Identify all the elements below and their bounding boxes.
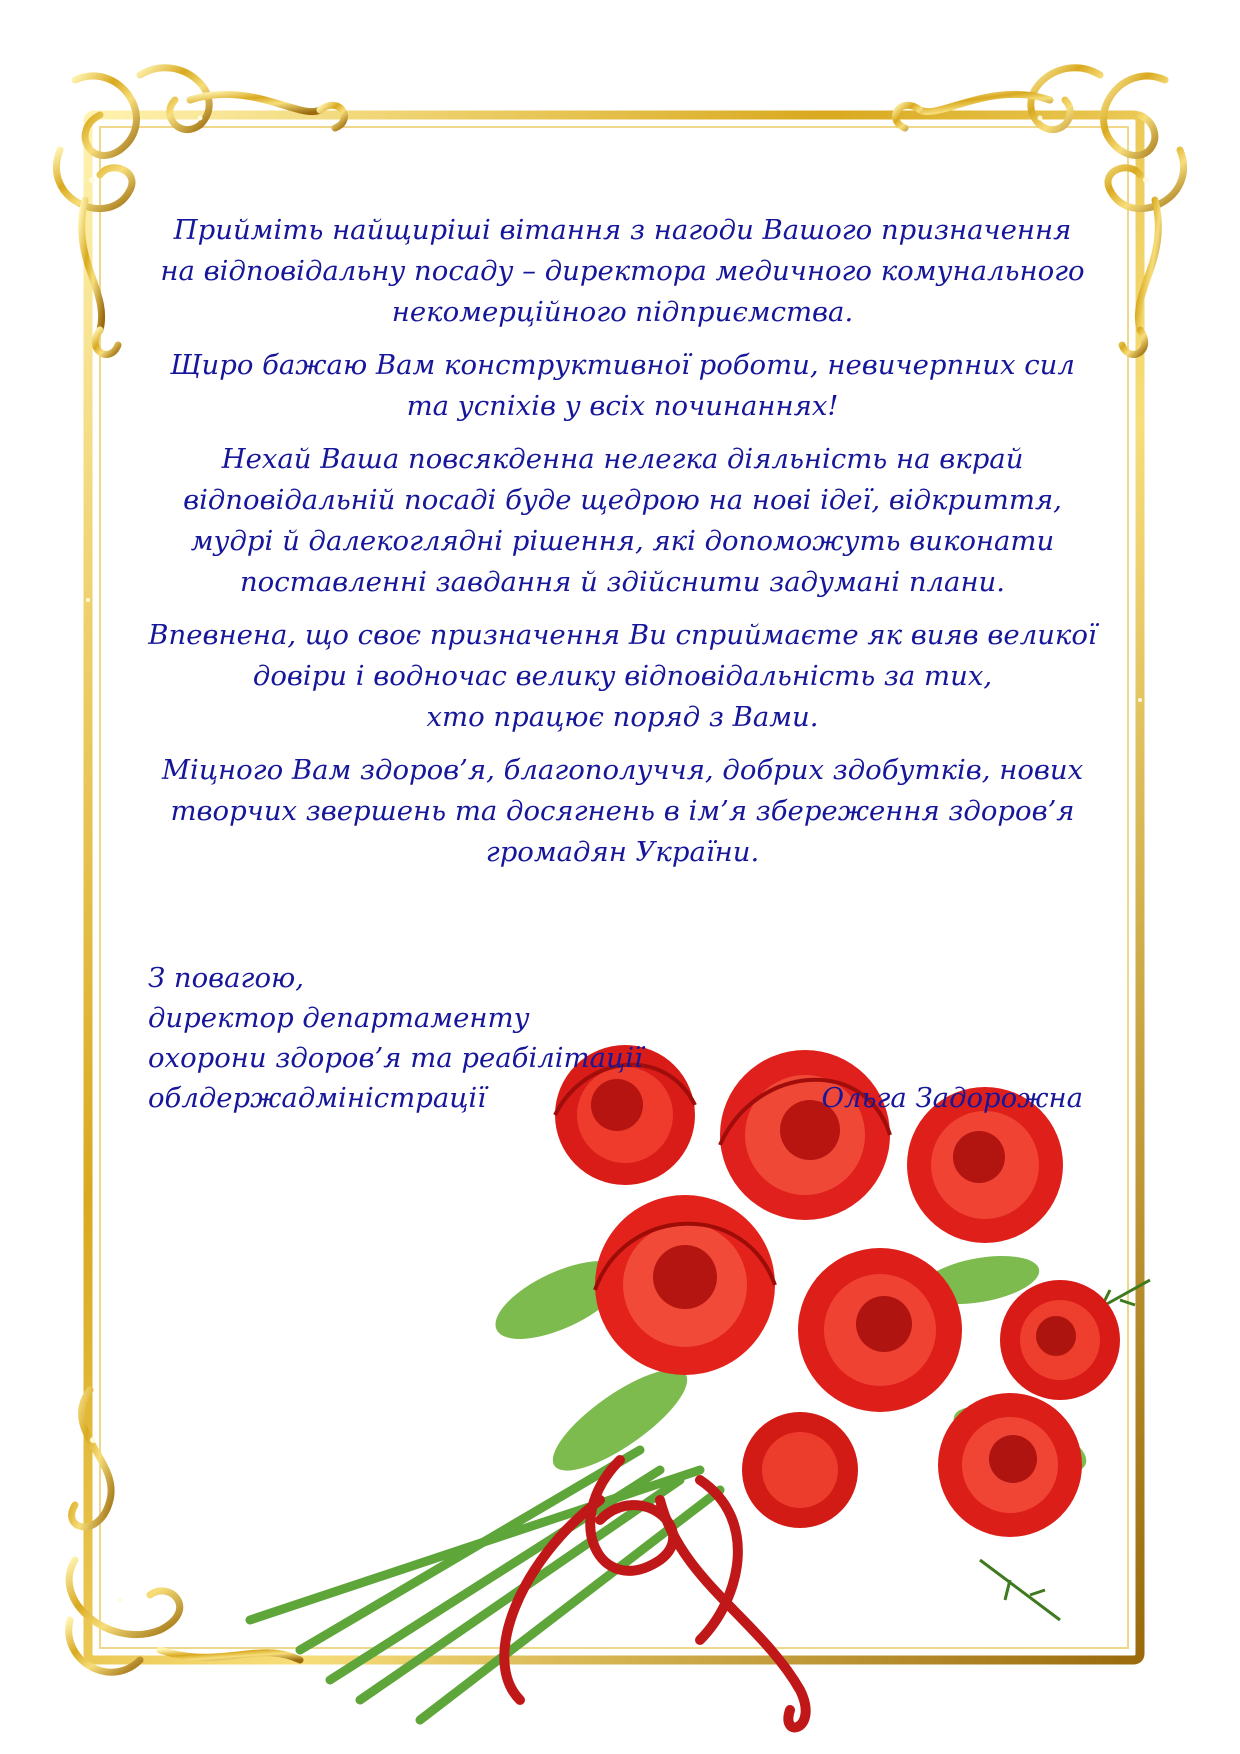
letter-body <box>145 210 1100 885</box>
text-line: громадян України. <box>485 836 760 868</box>
text-line: на відповідальну посаду – директора медичного комунального <box>160 255 1085 287</box>
text-line: Прийміть найщиріші вітання з нагоди Вашого призначення <box>173 214 1072 246</box>
text-line: Міцного Вам здоров’я, благополуччя, добрих здобутків, нових <box>161 754 1084 786</box>
paragraph-health <box>145 750 1100 873</box>
signature-line: З повагою, <box>148 962 304 994</box>
signature-line: облдержадміністрації <box>148 1082 487 1114</box>
paragraph-congratulations <box>145 210 1100 333</box>
paragraph-activity <box>145 439 1100 603</box>
text-line: творчих звершень та досягнень в ім’я збереження здоров’я <box>170 795 1075 827</box>
text-line: довіри і водночас велику відповідальність за тих, <box>252 660 993 692</box>
text-line: мудрі й далекоглядні рішення, які допоможуть виконати <box>190 525 1055 557</box>
signature-line: охорони здоров’я та реабілітації <box>148 1042 643 1074</box>
text-line: Впевнена, що своє призначення Ви сприймаєте як вияв великої <box>148 619 1097 651</box>
signature-line: директор департаменту <box>148 1002 530 1034</box>
text-line: хто працює поряд з Вами. <box>426 701 819 733</box>
text-line: Нехай Ваша повсякденна нелегка діяльність на вкрай <box>221 443 1024 475</box>
red-rose-bouquet-icon <box>250 1045 1150 1727</box>
text-line: некомерційного підприємства. <box>391 296 854 328</box>
text-line: та успіхів у всіх починаннях! <box>406 390 839 422</box>
signature-block <box>148 958 1083 1118</box>
paragraph-trust <box>145 615 1100 738</box>
text-line: поставленні завдання й здійснити задумані плани. <box>239 566 1006 598</box>
text-line: Щиро бажаю Вам конструктивної роботи, невичерпних сил <box>170 349 1075 381</box>
text-line: відповідальній посаді буде щедрою на нові ідеї, відкриття, <box>183 484 1062 516</box>
signatory-name: Ольга Задорожна <box>821 1082 1083 1114</box>
paragraph-wishes <box>145 345 1100 427</box>
